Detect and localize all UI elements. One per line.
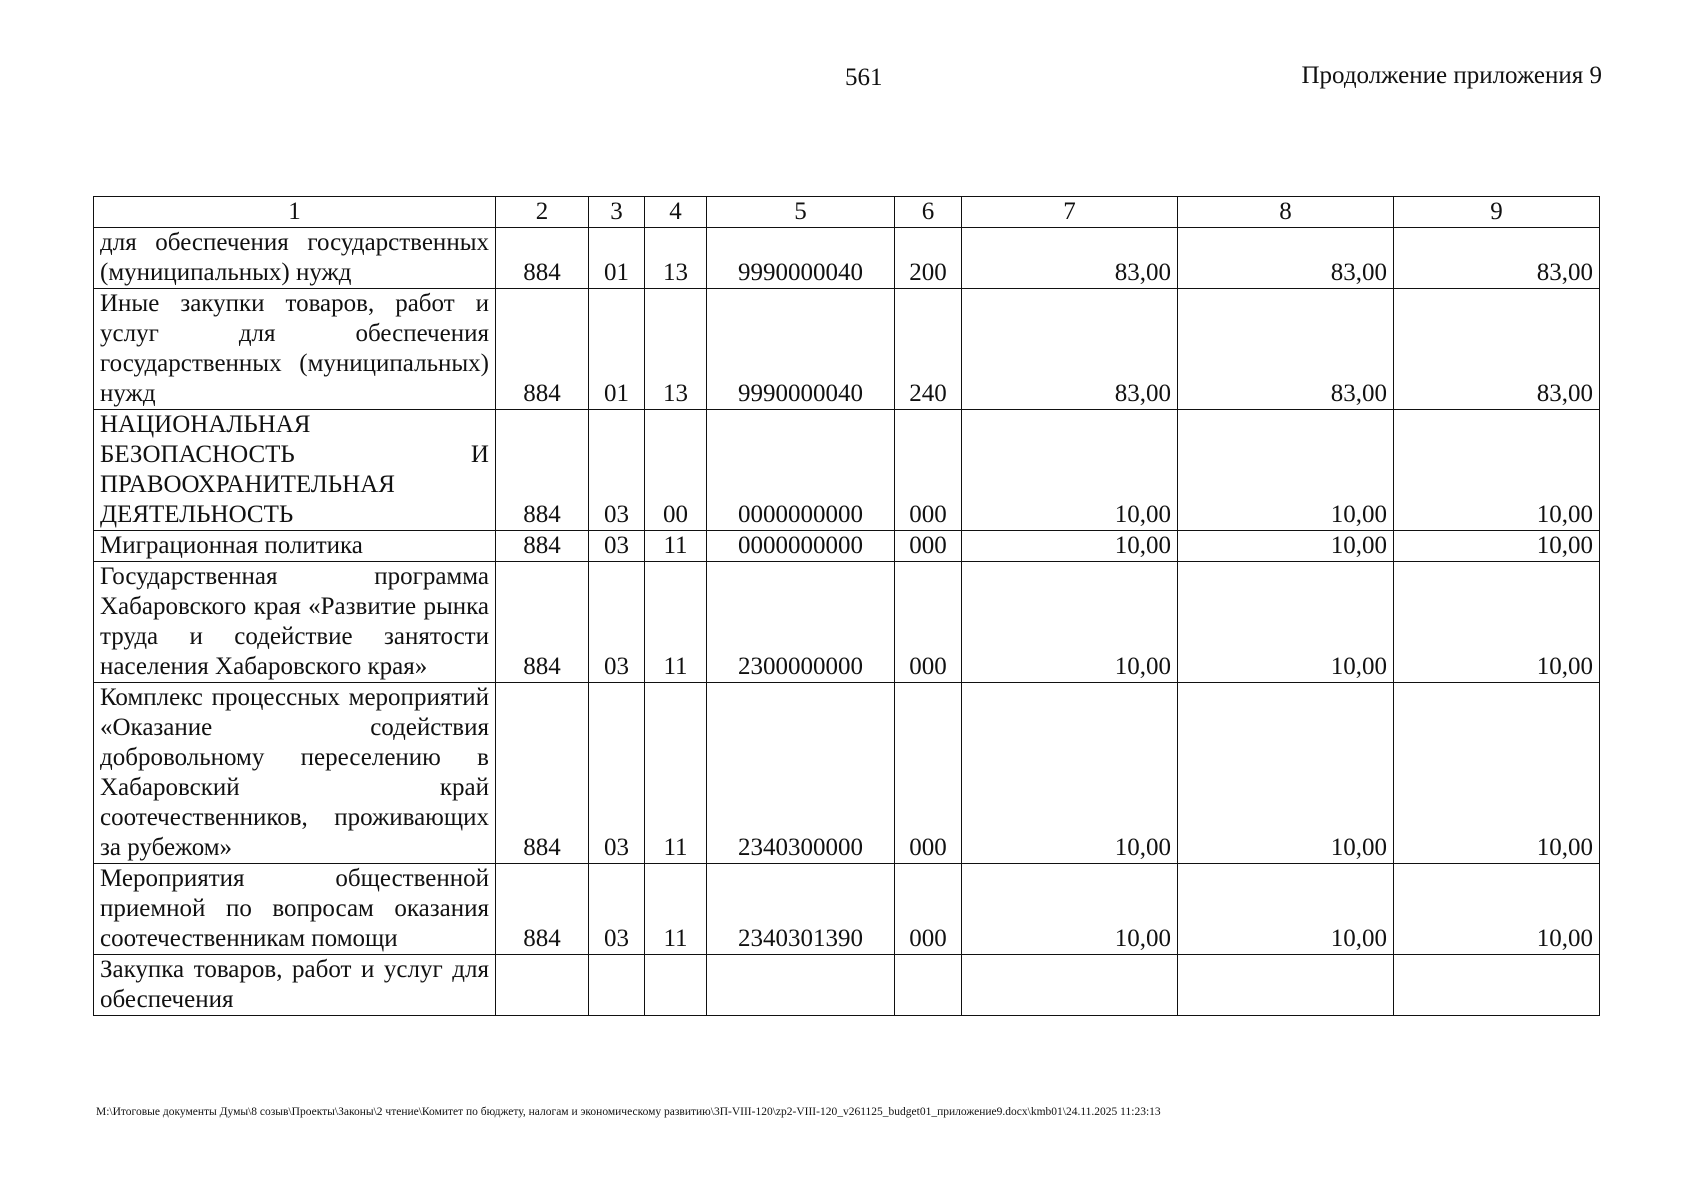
document-file-path: M:\Итоговые документы Думы\8 созыв\Проекты\Законы\2 чтение\Комитет по бюджету, налогам и экономическому развитию\3П-VIII-120\zp2-VIII-120_v261125_budget01_приложение9.docx\kmb01\24.11.2025 11:23:13 (96, 1106, 1161, 1118)
amount-col9: 10,00 (1394, 683, 1600, 864)
amount-col7: 10,00 (962, 683, 1178, 864)
ministry-code: 884 (496, 562, 589, 683)
amount-col9: 10,00 (1394, 531, 1600, 562)
table-row (94, 228, 1600, 289)
amount-col7: 10,00 (962, 562, 1178, 683)
section-code: 03 (589, 410, 645, 531)
appendix-continuation-note: Продолжение приложения 9 (1301, 62, 1602, 89)
amount-col9: 83,00 (1394, 228, 1600, 289)
section-code (589, 955, 645, 1016)
column-header: 5 (707, 197, 895, 228)
amount-col8 (1178, 955, 1394, 1016)
row-description: Комплекс процессных мероприятий «Оказание содействия добровольному переселению в Хабаровский край соотечественников, проживающих за рубежом» (94, 683, 496, 864)
section-code: 03 (589, 864, 645, 955)
subsection-code: 11 (645, 864, 707, 955)
target-article-code (707, 955, 895, 1016)
table-row (94, 289, 1600, 410)
subsection-code: 00 (645, 410, 707, 531)
column-header: 9 (1394, 197, 1600, 228)
table-row (94, 531, 1600, 562)
subsection-code (645, 955, 707, 1016)
column-header: 7 (962, 197, 1178, 228)
column-header: 8 (1178, 197, 1394, 228)
amount-col7: 10,00 (962, 531, 1178, 562)
ministry-code: 884 (496, 410, 589, 531)
target-article-code: 0000000000 (707, 410, 895, 531)
column-header: 6 (895, 197, 962, 228)
expense-type-code: 000 (895, 683, 962, 864)
amount-col8: 10,00 (1178, 410, 1394, 531)
budget-table (93, 196, 1600, 1016)
amount-col9: 10,00 (1394, 864, 1600, 955)
table-row (94, 683, 1600, 864)
expense-type-code: 000 (895, 531, 962, 562)
ministry-code: 884 (496, 864, 589, 955)
ministry-code: 884 (496, 289, 589, 410)
amount-col7: 83,00 (962, 228, 1178, 289)
amount-col8: 10,00 (1178, 683, 1394, 864)
amount-col8: 10,00 (1178, 864, 1394, 955)
row-description: НАЦИОНАЛЬНАЯ БЕЗОПАСНОСТЬ И ПРАВООХРАНИТЕЛЬНАЯ ДЕЯТЕЛЬНОСТЬ (94, 410, 496, 531)
target-article-code: 2340301390 (707, 864, 895, 955)
row-description: Иные закупки товаров, работ и услуг для обеспечения государственных (муниципальных) нужд (94, 289, 496, 410)
table-row (94, 864, 1600, 955)
table-header-row (94, 197, 1600, 228)
expense-type-code: 000 (895, 864, 962, 955)
amount-col8: 10,00 (1178, 562, 1394, 683)
ministry-code: 884 (496, 531, 589, 562)
column-header: 3 (589, 197, 645, 228)
target-article-code: 2300000000 (707, 562, 895, 683)
column-header: 1 (94, 197, 496, 228)
table-row (94, 562, 1600, 683)
section-code: 03 (589, 562, 645, 683)
expense-type-code (895, 955, 962, 1016)
ministry-code (496, 955, 589, 1016)
column-header: 2 (496, 197, 589, 228)
amount-col7: 10,00 (962, 864, 1178, 955)
page-number: 561 (845, 64, 883, 91)
row-description: для обеспечения государственных (муниципальных) нужд (94, 228, 496, 289)
section-code: 03 (589, 683, 645, 864)
amount-col9: 10,00 (1394, 562, 1600, 683)
row-description: Закупка товаров, работ и услуг для обеспечения (94, 955, 496, 1016)
ministry-code: 884 (496, 228, 589, 289)
subsection-code: 11 (645, 683, 707, 864)
row-description: Мероприятия общественной приемной по вопросам оказания соотечественникам помощи (94, 864, 496, 955)
amount-col8: 10,00 (1178, 531, 1394, 562)
subsection-code: 13 (645, 228, 707, 289)
amount-col9: 83,00 (1394, 289, 1600, 410)
amount-col7 (962, 955, 1178, 1016)
column-header: 4 (645, 197, 707, 228)
subsection-code: 11 (645, 531, 707, 562)
target-article-code: 2340300000 (707, 683, 895, 864)
amount-col8: 83,00 (1178, 228, 1394, 289)
section-code: 01 (589, 228, 645, 289)
row-description: Государственная программа Хабаровского края «Развитие рынка труда и содействие занятости населения Хабаровского края» (94, 562, 496, 683)
amount-col8: 83,00 (1178, 289, 1394, 410)
section-code: 03 (589, 531, 645, 562)
subsection-code: 13 (645, 289, 707, 410)
table-row (94, 410, 1600, 531)
target-article-code: 0000000000 (707, 531, 895, 562)
amount-col9: 10,00 (1394, 410, 1600, 531)
expense-type-code: 240 (895, 289, 962, 410)
table-row (94, 955, 1600, 1016)
row-description: Миграционная политика (94, 531, 496, 562)
expense-type-code: 000 (895, 562, 962, 683)
subsection-code: 11 (645, 562, 707, 683)
expense-type-code: 000 (895, 410, 962, 531)
amount-col7: 10,00 (962, 410, 1178, 531)
ministry-code: 884 (496, 683, 589, 864)
amount-col7: 83,00 (962, 289, 1178, 410)
amount-col9 (1394, 955, 1600, 1016)
target-article-code: 9990000040 (707, 289, 895, 410)
target-article-code: 9990000040 (707, 228, 895, 289)
section-code: 01 (589, 289, 645, 410)
expense-type-code: 200 (895, 228, 962, 289)
